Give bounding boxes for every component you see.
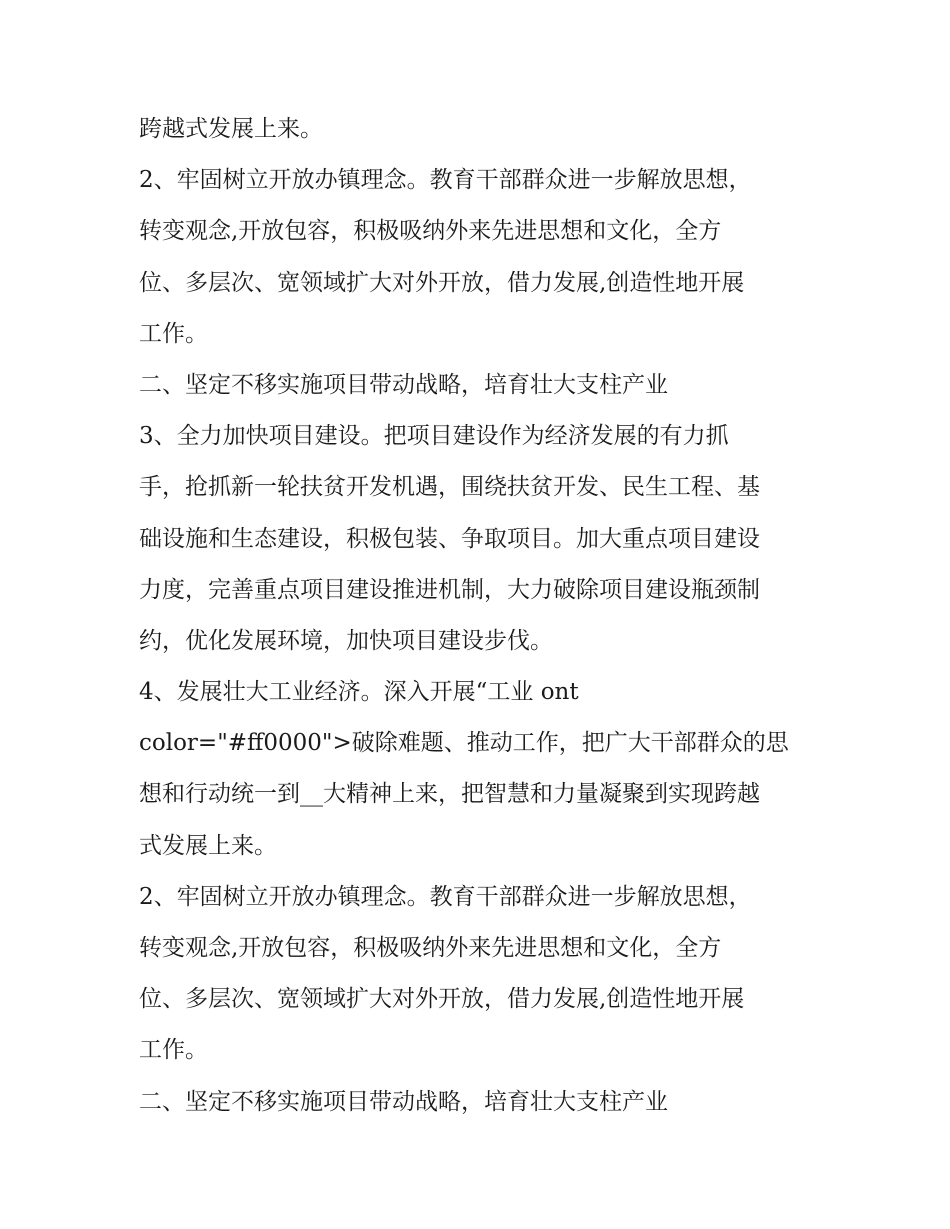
text-line: 2、牢固树立开放办镇理念。教育干部群众进一步解放思想， — [139, 883, 752, 910]
text-line: 想和行动统一到__大精神上来，把智慧和力量凝聚到实现跨越 — [139, 781, 760, 808]
text-line: 力度，完善重点项目建设推进机制，大力破除项目建设瓶颈制 — [139, 576, 760, 603]
text-line: 工作。 — [139, 1037, 208, 1064]
text-line: 式发展上来。 — [139, 832, 277, 859]
text-line: 转变观念,开放包容，积极吸纳外来先进思想和文化，全方 — [139, 935, 722, 961]
text-line: 约，优化发展环境，加快项目建设步伐。 — [139, 627, 553, 654]
text-line: 工作。 — [139, 320, 208, 347]
section-heading: 二、坚定不移实施项目带动战略，培育壮大支柱产业 — [139, 371, 668, 398]
text-line: color="#ff0000">破除难题、推动工作，把广大干部群众的思 — [139, 730, 789, 757]
text-line: 位、多层次、宽领域扩大对外开放，借力发展,创造性地开展 — [139, 986, 745, 1013]
text-line: 3、全力加快项目建设。把项目建设作为经济发展的有力抓 — [139, 423, 729, 450]
text-line: 手，抢抓新一轮扶贫开发机遇，围绕扶贫开发、民生工程、基 — [139, 474, 760, 501]
text-line: 跨越式发展上来。 — [139, 116, 323, 142]
document-body — [139, 104, 819, 1128]
text-line: 转变观念,开放包容，积极吸纳外来先进思想和文化，全方 — [139, 218, 722, 245]
section-heading: 二、坚定不移实施项目带动战略，培育壮大支柱产业 — [139, 1088, 668, 1115]
text-line: 础设施和生态建设，积极包装、争取项目。加大重点项目建设 — [139, 525, 760, 552]
text-line: 2、牢固树立开放办镇理念。教育干部群众进一步解放思想， — [139, 167, 752, 194]
text-line: 位、多层次、宽领域扩大对外开放，借力发展,创造性地开展 — [139, 269, 745, 296]
text-line: 4、发展壮大工业经济。深入开展“工业 ont — [139, 679, 579, 706]
